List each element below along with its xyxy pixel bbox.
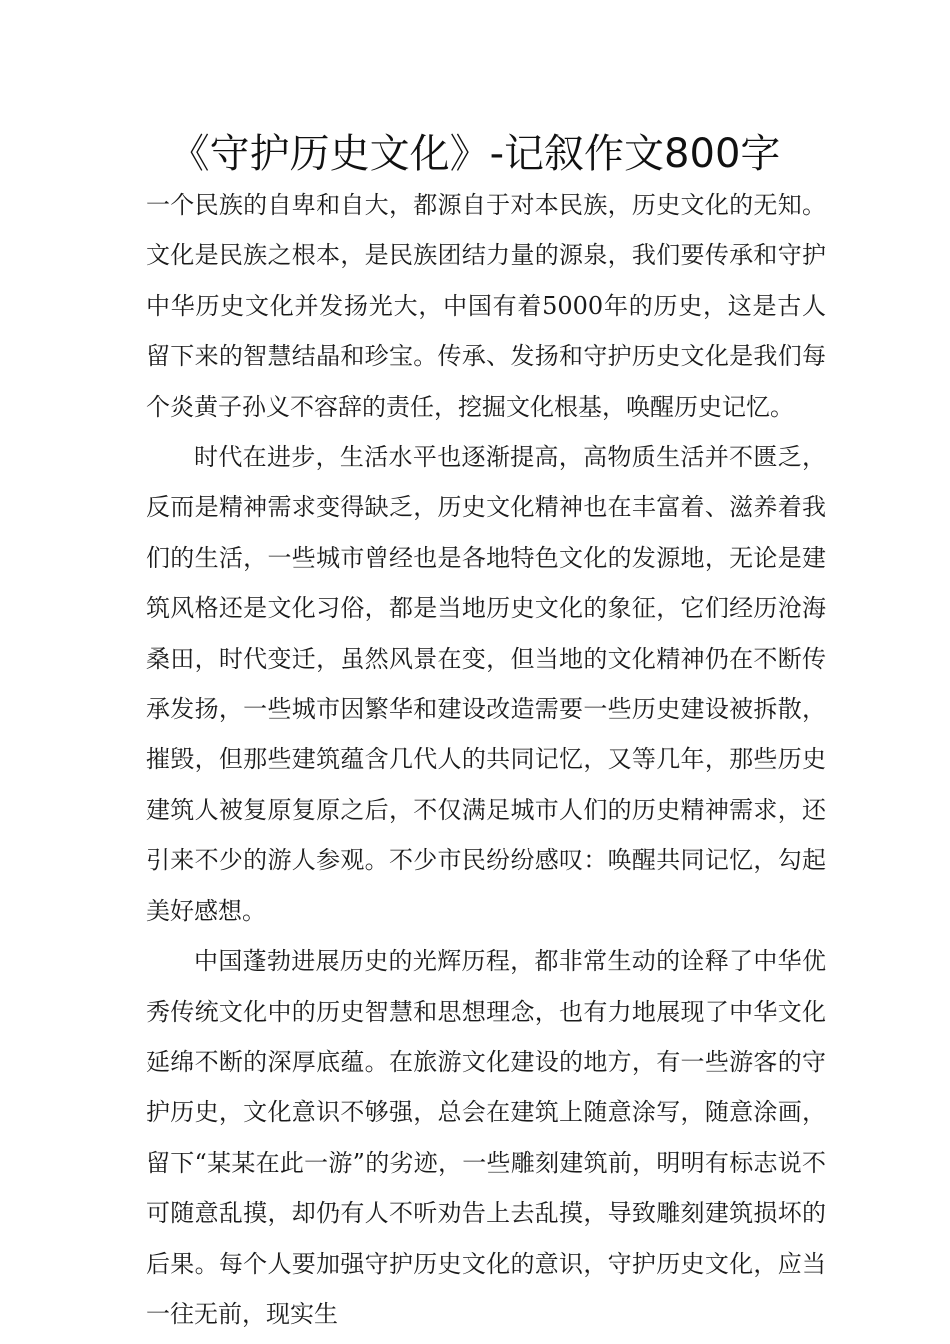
document-title: 《守护历史文化》-记叙作文800字 [169,131,781,177]
paragraph-3: 中国蓬勃进展历史的光辉历程，都非常生动的诠释了中华优秀传统文化中的历史智慧和思想理念，也有力地展现了中华文化延绵不断的深厚底蕴。在旅游文化建设的地方，有一些游客的守护历史，文化意识不够强，总会在建筑上随意涂写，随意涂画，留下“某某在此一游”的劣迹，一些雕刻建筑前，明明有标志说不可随意乱摸，却仍有人不听劝告上去乱摸，导致雕刻建筑损坏的后果。每个人要加强守护历史文化的意识，守护历史文化，应当一往无前，现实生 [146,947,826,1328]
paragraph-2: 时代在进步，生活水平也逐渐提高，高物质生活并不匮乏，反而是精神需求变得缺乏，历史文化精神也在丰富着、滋养着我们的生活，一些城市曾经也是各地特色文化的发源地，无论是建筑风格还是文化习俗，都是当地历史文化的象征，它们经历沧海桑田，时代变迁，虽然风景在变，但当地的文化精神仍在不断传承发扬，一些城市因繁华和建设改造需要一些历史建设被拆散，摧毁，但那些建筑蕴含几代人的共同记忆，又等几年，那些历史建筑人被复原复原之后，不仅满足城市人们的历史精神需求，还引来不少的游人参观。不少市民纷纷感叹：唤醒共同记忆，勾起美好感想。 [146,443,826,925]
document-body [146,180,826,1339]
paragraph-1: 一个民族的自卑和自大，都源自于对本民族，历史文化的无知。文化是民族之根本，是民族团结力量的源泉，我们要传承和守护中华历史文化并发扬光大，中国有着5000年的历史，这是古人留下来的智慧结晶和珍宝。传承、发扬和守护历史文化是我们每个炎黄子孙义不容辞的责任，挖掘文化根基，唤醒历史记忆。 [146,191,826,421]
